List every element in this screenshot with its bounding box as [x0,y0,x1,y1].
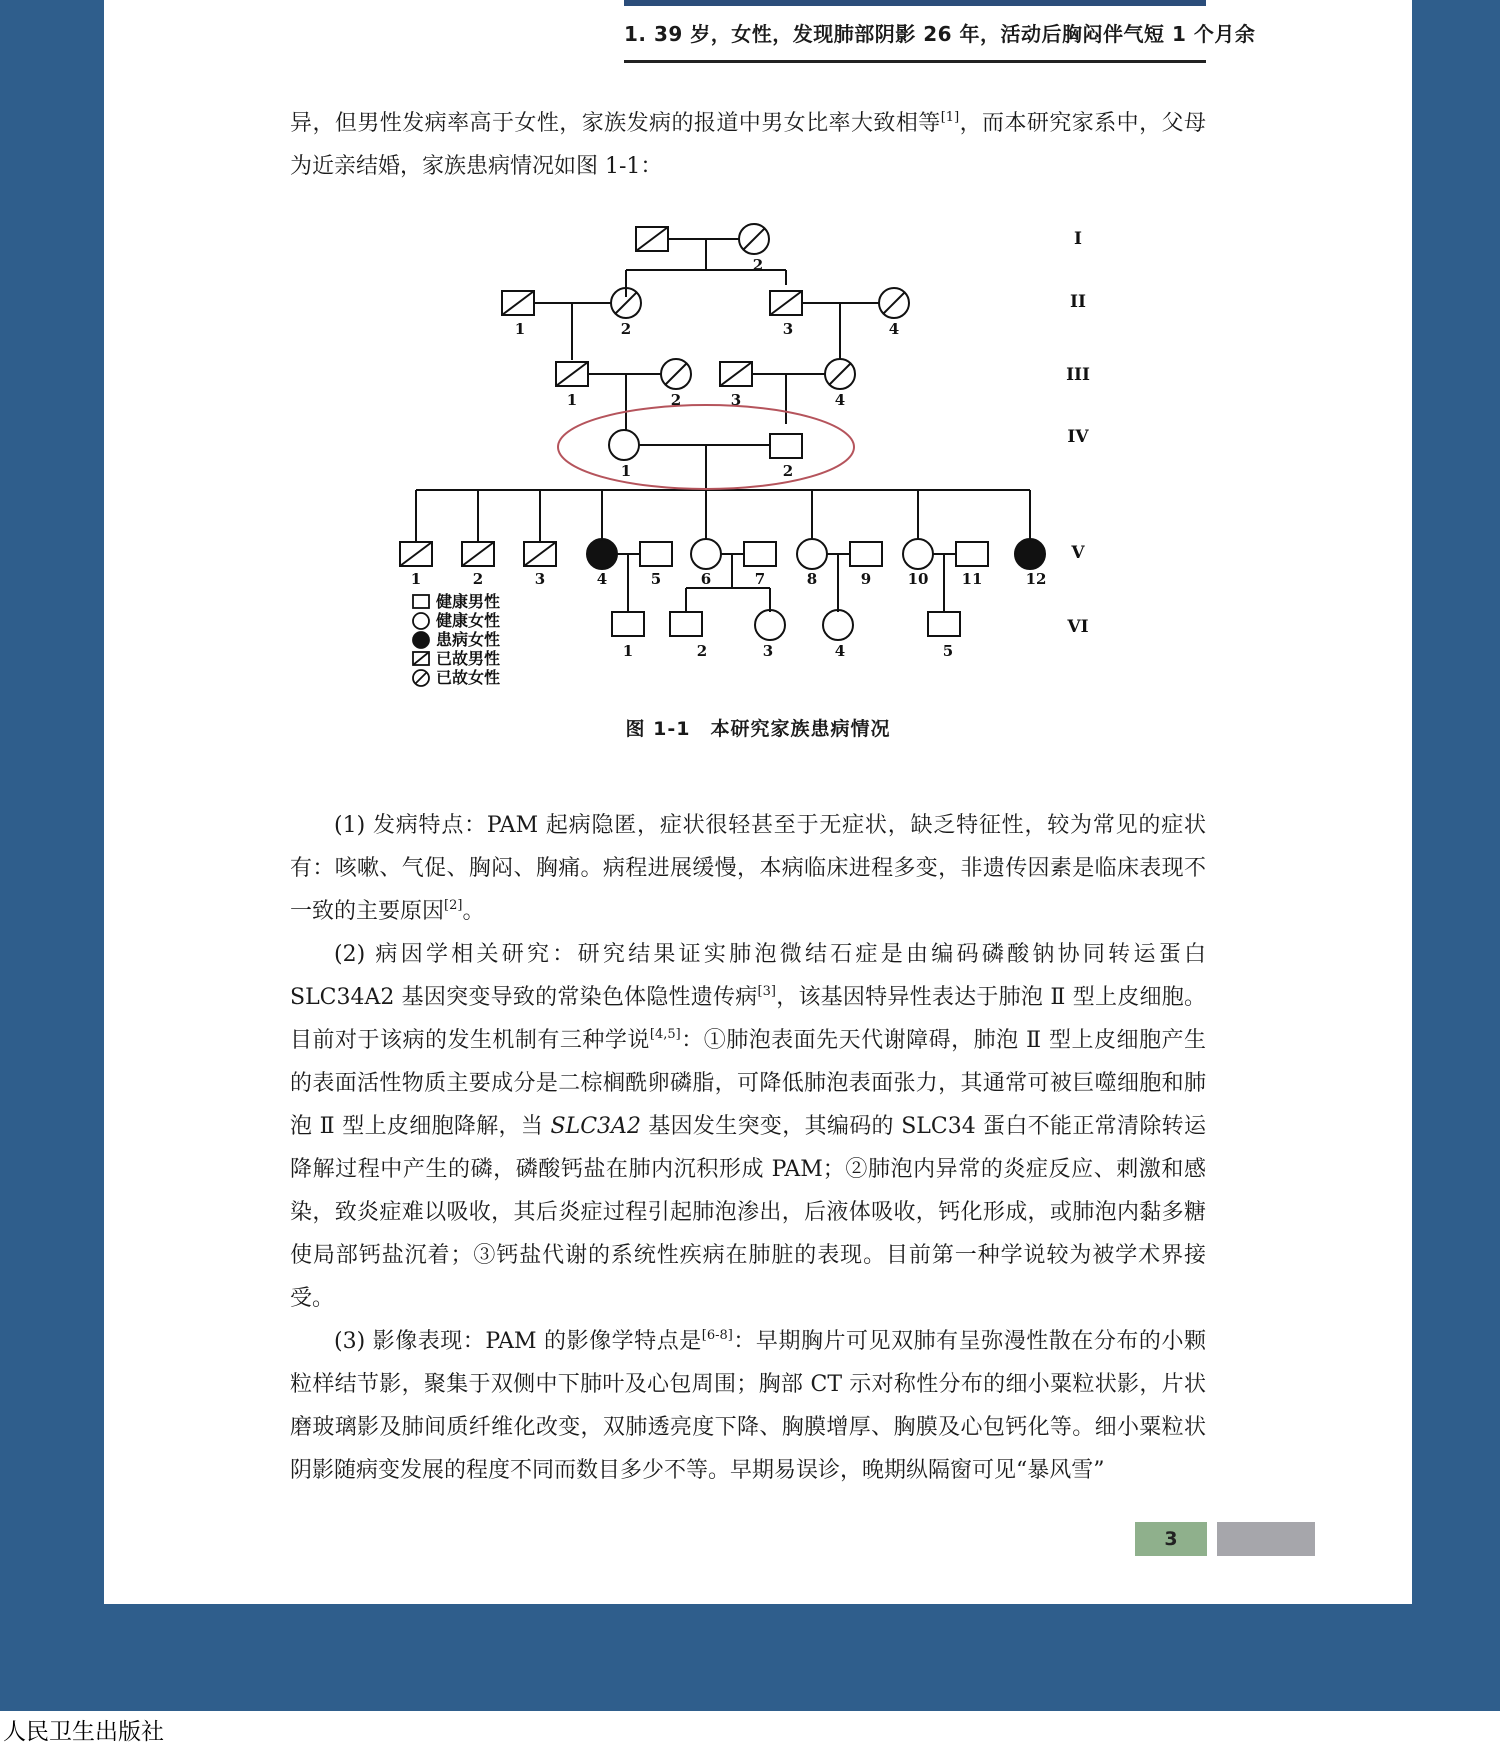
id-g4-1: 1 [620,462,632,480]
id-g6-5: 5 [942,642,954,660]
generation-label-6: VI [1067,617,1089,637]
header-rule [624,60,1206,63]
legend-circle-icon [413,613,429,629]
id-g5-4: 4 [596,570,608,588]
id-g5-12: 12 [1025,570,1047,588]
generation-label-4: IV [1067,427,1089,447]
gen6-male-2 [670,612,702,636]
id-g6-2: 2 [696,642,708,660]
gen5-female-10 [903,539,933,569]
id-g6-4: 4 [834,642,846,660]
citation: [6-8] [701,1328,733,1343]
generation-label-1: I [1074,229,1082,249]
citation: [3] [757,984,776,999]
legend-label-affected-female: 患病女性 [436,630,501,649]
gen6-female-3 [755,610,785,640]
page-number: 3 [1135,1522,1207,1556]
id-g5-3: 3 [534,570,546,588]
gen5-female-4-affected [587,539,617,569]
gen6-male-5 [928,612,960,636]
p3-text-b: ：早期胸片可见双肺有呈弥漫性散在分布的小颗粒样结节影，聚集于双侧中下肺叶及心包周围；胸部 CT 示对称性分布的细小粟粒状影，片状磨玻璃影及肺间质纤维化改变，双肺透亮度下降、胸膜增厚、胸膜及心包钙化等。细小粟粒状阴影随病变发展的程度不同而数目多少不等。早期易误诊，晚期纵隔窗可见“暴风雪” [290,1329,1206,1483]
id-g5-2: 2 [472,570,484,588]
gen5-female-12-affected [1015,539,1045,569]
intro-text-a: 异，但男性发病率高于女性，家族发病的报道中男女比率大致相等 [290,111,941,136]
citation: [1] [940,110,960,125]
citation: [2] [444,898,463,913]
pedigree-chart [390,210,1110,700]
legend-label-healthy-male: 健康男性 [436,592,501,611]
id-g6-1: 1 [622,642,634,660]
figure-caption: 图 1-1 本研究家族患病情况 [625,718,891,740]
id-g5-9: 9 [860,570,872,588]
p1-text-end: 。 [462,899,485,924]
gen5-male-9 [850,542,882,566]
id-g5-11: 11 [961,570,983,588]
gen5-male-11 [956,542,988,566]
gen4-female-1 [609,430,639,460]
gen4-male-2 [770,434,802,458]
p2-text-d: 基因发生突变，其编码的 SLC34 蛋白不能正常清除转运降解过程中产生的磷，磷酸钙盐在肺内沉积形成 PAM；②肺泡内异常的炎症反应、刺激和感染，致炎症难以吸收，其后炎症过程引起肺泡渗出，后液体吸收，钙化形成，或肺泡内黏多糖使局部钙盐沉着；③钙盐代谢的系统性疾病在肺脏的表现。目前第一种学说较为被学术界接受。 [290,1114,1206,1311]
id-g2-4: 4 [888,320,900,338]
gen6-male-1 [612,612,644,636]
id-g3-1: 1 [566,391,578,409]
id-g5-5: 5 [650,570,662,588]
header-color-strip [624,0,1206,6]
p2-text-a: (2) 病因学相关研究：研究结果证实肺泡微结石症是由编码磷酸钠协同转运蛋白 SLC34A2 基因突变导致的常染色体隐性遗传病 [290,942,1206,1010]
legend-square-icon [413,595,429,608]
id-g3-4: 4 [834,391,846,409]
gen5-male-5 [640,542,672,566]
p2-text-b: ，该基因特异性表达于肺泡 Ⅱ 型上皮细胞。目前对于该病的发生机制有三种学说 [290,985,1206,1053]
id-g2-3: 3 [782,320,794,338]
publisher-name: 人民卫生出版社 [3,1719,164,1745]
legend-filled-circle-icon [413,632,429,648]
gen5-female-8 [797,539,827,569]
running-header: 1. 39 岁，女性，发现肺部阴影 26 年，活动后胸闷伴气短 1 个月余 [624,22,1256,46]
id-g5-8: 8 [806,570,818,588]
gen6-female-4 [823,610,853,640]
paragraph-imaging [290,1320,1206,1492]
intro-text-b: ，而本研究家系中，父母为近亲结婚，家族患病情况如图 1-1： [290,111,1206,179]
id-g2-1: 1 [514,320,526,338]
id-g2-2: 2 [620,320,632,338]
paragraph-etiology [290,933,1206,1320]
body-text [290,804,1206,1492]
generation-label-3: III [1066,365,1090,385]
paragraph-onset [290,804,1206,933]
gene-name: SLC3A2 [550,1114,641,1139]
intro-paragraph [290,102,1206,188]
legend-label-deceased-female: 已故女性 [436,668,501,687]
id-g6-3: 3 [762,642,774,660]
id-g1-2: 2 [752,256,764,274]
p2-text-c: ：①肺泡表面先天代谢障碍，肺泡 Ⅱ 型上皮细胞产生的表面活性物质主要成分是二棕榈酰卵磷脂，可降低肺泡表面张力，其通常可被巨噬细胞和肺泡 Ⅱ 型上皮细胞降解，当 [290,1028,1206,1139]
citation: [4,5] [649,1027,681,1042]
generation-label-5: V [1071,543,1085,563]
page-number-tab [1217,1522,1315,1556]
id-g5-10: 10 [907,570,929,588]
id-g3-3: 3 [730,391,742,409]
legend-label-healthy-female: 健康女性 [436,611,501,630]
id-g4-2: 2 [782,462,794,480]
id-g5-7: 7 [754,570,766,588]
p1-text: (1) 发病特点：PAM 起病隐匿，症状很轻甚至于无症状，缺乏特征性，较为常见的症状有：咳嗽、气促、胸闷、胸痛。病程进展缓慢，本病临床进程多变，非遗传因素是临床表现不一致的主要原因 [290,813,1206,924]
id-g5-6: 6 [700,570,712,588]
legend-label-deceased-male: 已故男性 [436,649,501,668]
id-g5-1: 1 [410,570,422,588]
gen5-male-7 [744,542,776,566]
gen5-female-6 [691,539,721,569]
p3-text-a: (3) 影像表现：PAM 的影像学特点是 [334,1329,702,1354]
id-g3-2: 2 [670,391,682,409]
generation-label-2: II [1070,292,1086,312]
